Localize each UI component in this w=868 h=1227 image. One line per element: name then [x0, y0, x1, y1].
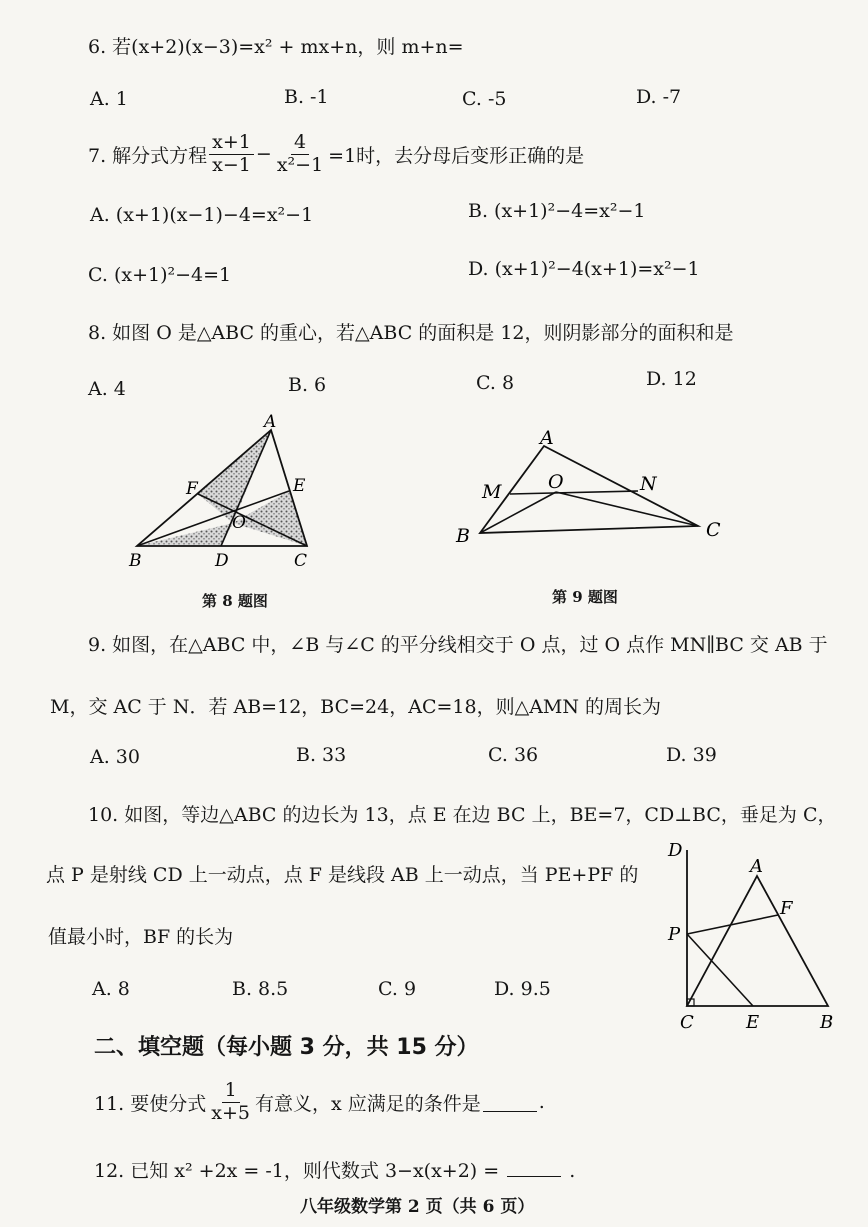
- q6-option-b: B. -1: [284, 86, 329, 108]
- figure-10-label-p: P: [668, 924, 681, 945]
- q7-suffix: =1时，去分母后变形正确的是: [328, 144, 585, 167]
- q7-fraction-1-numerator: x+1: [209, 132, 254, 155]
- figure-9-triangle-abc: [480, 446, 698, 533]
- q10-line-2: 点 P 是射线 CD 上一动点，点 F 是线段 AB 上一动点，当 PE+PF 的: [46, 864, 639, 886]
- figure-8-label-c: C: [294, 551, 308, 571]
- q12-end: .: [569, 1160, 576, 1182]
- q11-fraction-numerator: 1: [222, 1080, 240, 1103]
- q9-option-c: C. 36: [488, 744, 539, 766]
- q12-stem: [94, 1156, 575, 1183]
- figure-9-label-o: O: [548, 471, 564, 493]
- q7-minus: −: [255, 143, 272, 166]
- q11-fraction-denominator: x+5: [211, 1101, 250, 1124]
- q7-option-d: D. (x+1)²−4(x+1)=x²−1: [468, 258, 700, 280]
- q10-option-c: C. 9: [378, 978, 417, 1000]
- figure-8-label-e: E: [293, 476, 306, 496]
- q9-option-b: B. 33: [296, 744, 347, 766]
- figure-8-triangle: [120, 410, 340, 580]
- figure-10-label-c: C: [680, 1012, 694, 1033]
- q6-option-c: C. -5: [462, 88, 507, 110]
- figure-8-label-a: A: [264, 412, 277, 432]
- q11-fraction: [208, 1080, 253, 1125]
- q10-line-1: 10. 如图，等边△ABC 的边长为 13，点 E 在边 BC 上，BE=7，CD⊥BC，垂足为 C，: [88, 804, 837, 826]
- q10-option-a: A. 8: [92, 978, 130, 1000]
- q11-suffix: 有意义，x 应满足的条件是: [255, 1092, 481, 1115]
- figure-9-label-b: B: [456, 525, 470, 547]
- q6-stem: 6. 若(x+2)(x−3)=x² + mx+n，则 m+n=: [88, 36, 464, 58]
- q7-prefix: 7. 解分式方程: [88, 144, 208, 167]
- q6-option-a: A. 1: [90, 88, 128, 110]
- figure-9-label-n: N: [640, 473, 657, 495]
- figure-9-caption: 第 9 题图: [552, 588, 618, 606]
- figure-10-label-d: D: [668, 840, 683, 861]
- q7-fraction-2-denominator: x²−1: [276, 153, 324, 176]
- q8-option-d: D. 12: [646, 368, 697, 390]
- figure-8-label-f: F: [186, 479, 198, 499]
- figure-10-label-f: F: [780, 898, 793, 919]
- figure-9-label-m: M: [482, 481, 502, 503]
- q7-fraction-1-denominator: x−1: [212, 153, 251, 176]
- figure-9-label-c: C: [706, 519, 721, 541]
- q11-answer-blank[interactable]: [483, 1092, 537, 1112]
- q11-stem: [94, 1080, 545, 1125]
- q10-option-d: D. 9.5: [494, 978, 551, 1000]
- q9-option-a: A. 30: [90, 746, 140, 768]
- q8-option-a: A. 4: [88, 378, 126, 400]
- q9-option-d: D. 39: [666, 744, 717, 766]
- q7-fraction-2: [274, 132, 326, 177]
- q6-option-d: D. -7: [636, 86, 682, 108]
- q8-stem: 8. 如图 O 是△ABC 的重心，若△ABC 的面积是 12，则阴影部分的面积和是: [88, 322, 734, 344]
- figure-9-bisector-co: [556, 492, 698, 526]
- q7-option-a: A. (x+1)(x−1)−4=x²−1: [90, 204, 314, 226]
- figure-8-caption: 第 8 题图: [202, 592, 268, 610]
- figure-8-label-o: O: [232, 513, 246, 533]
- figure-10-label-b: B: [820, 1012, 834, 1033]
- figure-9-triangle: [448, 420, 738, 550]
- q11-end: .: [538, 1091, 545, 1114]
- q7-fraction-1: [209, 132, 254, 177]
- q7-option-c: C. (x+1)²−4=1: [88, 264, 232, 286]
- section-2-title: 二、填空题（每小题 3 分，共 15 分）: [94, 1035, 479, 1060]
- figure-10-label-a: A: [750, 856, 763, 877]
- q8-option-c: C. 8: [476, 372, 515, 394]
- figure-9-label-a: A: [540, 427, 554, 449]
- q7-option-b: B. (x+1)²−4=x²−1: [468, 200, 646, 222]
- q12-answer-blank[interactable]: [507, 1157, 561, 1177]
- figure-10-triangle: [660, 836, 840, 1036]
- figure-10-triangle-abc: [687, 876, 828, 1006]
- figure-8-label-b: B: [129, 551, 142, 571]
- figure-8-label-d: D: [215, 551, 229, 571]
- q8-option-b: B. 6: [288, 374, 327, 396]
- figure-10-label-e: E: [746, 1012, 760, 1033]
- q9-line-2: M，交 AC 于 N．若 AB=12，BC=24，AC=18，则△AMN 的周长为: [50, 696, 662, 718]
- page-footer: 八年级数学第 2 页（共 6 页）: [300, 1197, 535, 1217]
- q10-line-3: 值最小时，BF 的长为: [48, 926, 234, 948]
- figure-9-segment-mn: [510, 491, 638, 494]
- q7-fraction-2-numerator: 4: [291, 132, 309, 155]
- q11-prefix: 11. 要使分式: [94, 1092, 207, 1115]
- figure-10-segment-pf: [687, 915, 778, 934]
- q7-stem: [88, 132, 584, 177]
- q9-line-1: 9. 如图，在△ABC 中，∠B 与∠C 的平分线相交于 O 点，过 O 点作 MN∥BC 交 AB 于: [88, 634, 828, 656]
- q10-option-b: B. 8.5: [232, 978, 289, 1000]
- q12-text: 12. 已知 x² +2x = -1，则代数式 3−x(x+2) =: [94, 1160, 500, 1182]
